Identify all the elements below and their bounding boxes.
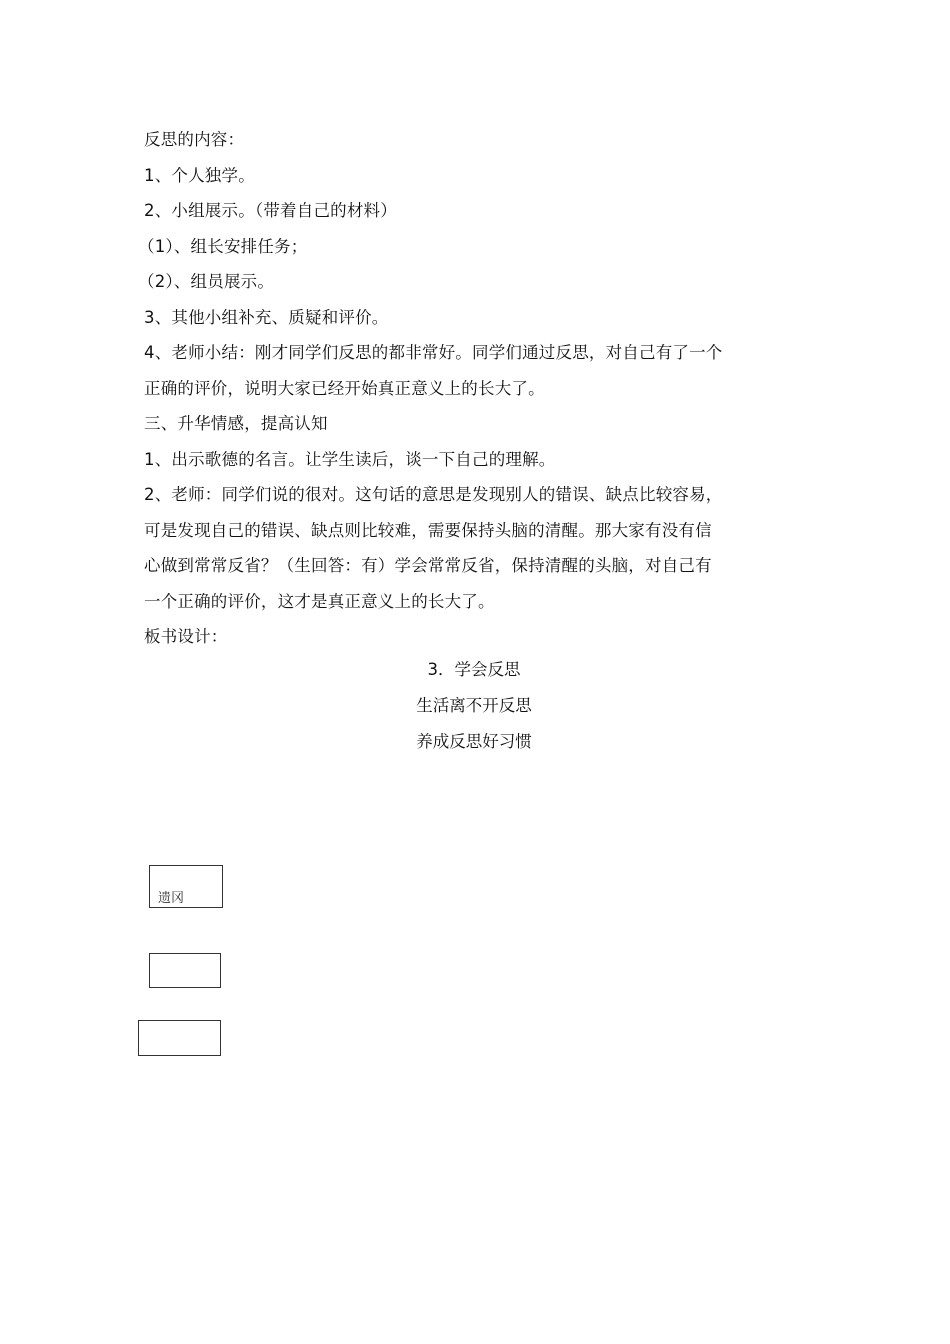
body-text [138,122,814,655]
paragraph-line: 一个正确的评价，这才是真正意义上的长大了。 [144,591,495,611]
paragraph-line: 可是发现自己的错误、缺点则比较难，需要保持头脑的清醒。那大家有没有信 [144,520,712,540]
paragraph-line: 2、老师：同学们说的很对。这句话的意思是发现别人的错误、缺点比较容易， [144,485,723,504]
text-box [149,865,223,908]
board-line: 养成反思好习惯 [416,732,532,751]
paragraph-line: 3、其他小组补充、质疑和评价。 [144,307,389,327]
paragraph-line: 4、老师小结：刚才同学们反思的都非常好。同学们通过反思，对自己有了一个 [144,343,723,362]
text-box [138,1020,221,1056]
text-box [149,953,221,988]
paragraph-line: 1、个人独学。 [144,165,255,185]
paragraph-line: 正确的评价，说明大家已经开始真正意义上的长大了。 [144,378,545,398]
text-box-label: 遗冈 [158,891,185,906]
board-line: 生活离不开反思 [416,696,532,715]
paragraph-line: 心做到常常反省？（生回答：有）学会常常反省，保持清醒的头脑，对自己有 [144,556,712,575]
paragraph-line: （1）、组长安排任务； [138,236,308,256]
paragraph-line: 1、出示歌德的名言。让学生读后，谈一下自己的理解。 [144,449,556,469]
section-heading: 板书设计： [144,627,228,646]
paragraph-line: （2）、组员展示。 [138,272,275,291]
section-heading: 三、升华情感，提高认知 [144,414,328,433]
section-heading: 反思的内容： [144,130,245,149]
board-title: 3．学会反思 [427,660,521,679]
board-design [144,652,804,760]
paragraph-line: 2、小组展示。（带着自己的材料） [144,201,397,220]
